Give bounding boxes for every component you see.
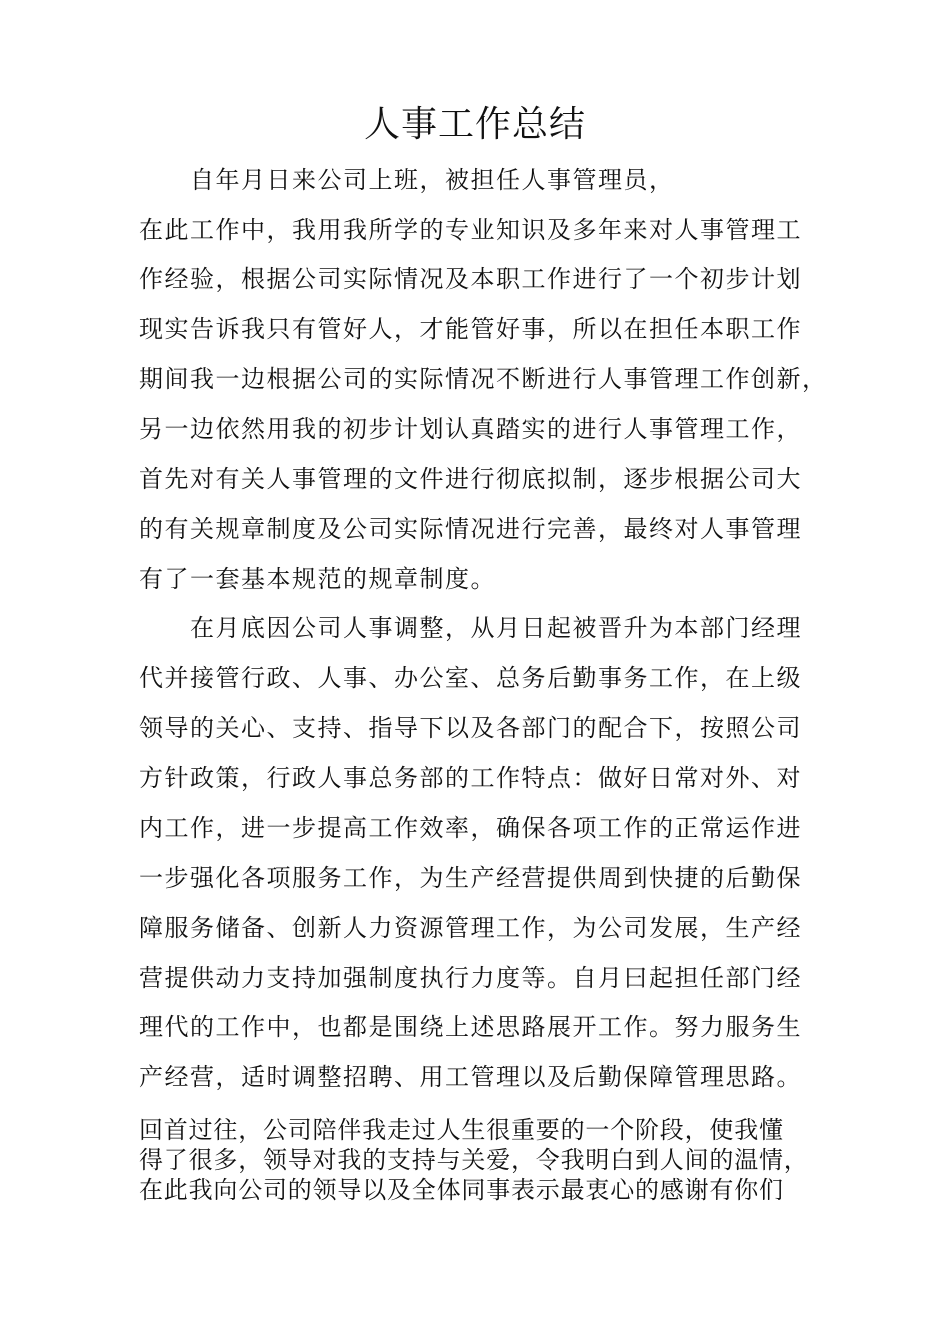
paragraph-2-line-3: 领导的关心、支持、指导下以及各部门的配合下，按照公司 — [139, 714, 802, 742]
paragraph-2-line-8: 营提供动力支持加强制度执行力度等。自月曰起担任部门经 — [139, 964, 802, 992]
paragraph-2-line-1: 在月底因公司人事调整，从月日起被晋升为本部门经理 — [190, 614, 802, 642]
paragraph-1-line-1: 自年月日来公司上班，被担任人事管理员， — [190, 166, 675, 194]
paragraph-1-line-4: 现实告诉我只有管好人，才能管好事，所以在担任本职工作 — [139, 315, 802, 343]
paragraph-2-line-4: 方针政策，行政人事总务部的工作特点：做好日常对外、对 — [139, 764, 802, 792]
paragraph-1-line-6: 另一边依然用我的初步计划认真踏实的进行人事管理工作， — [139, 415, 802, 443]
paragraph-1-line-8: 的有关规章制度及公司实际情况进行完善，最终对人事管理 — [139, 515, 802, 543]
document-title: 人事工作总结 — [363, 104, 586, 145]
paragraph-3-line-1: 回首过往，公司陪伴我走过人生很重要的一个阶段，使我懂 — [139, 1116, 784, 1144]
paragraph-1-line-7: 首先对有关人事管理的文件进行彻底拟制，逐步根据公司大 — [139, 465, 802, 493]
paragraph-1-line-2: 在此工作中，我用我所学的专业知识及多年来对人事管理工 — [139, 216, 802, 244]
paragraph-2-line-10: 产经营，适时调整招聘、用工管理以及后勤保障管理思路。 — [139, 1063, 802, 1091]
paragraph-2-line-2: 代并接管行政、人事、办公室、总务后勤事务工作，在上级 — [139, 664, 802, 692]
paragraph-1-line-9: 有了一套基本规范的规章制度。 — [139, 565, 496, 593]
paragraph-2-line-9: 理代的工作中，也都是围绕上述思路展开工作。努力服务生 — [139, 1013, 802, 1041]
paragraph-3-line-2: 得了很多，领导对我的支持与关爱，令我明白到人间的温情， — [139, 1146, 809, 1174]
paragraph-1-line-5: 期间我一边根据公司的实际情况不断进行人事管理工作创新， — [139, 365, 828, 393]
paragraph-2-line-7: 障服务储备、创新人力资源管理工作，为公司发展，生产经 — [139, 914, 802, 942]
paragraph-3-line-3: 在此我向公司的领导以及全体同事表示最衷心的感谢有你们 — [139, 1176, 784, 1204]
paragraph-2-line-5: 内工作，进一步提高工作效率，确保各项工作的正常运作进 — [139, 814, 802, 842]
paragraph-2-line-6: 一步强化各项服务工作，为生产经营提供周到快捷的后勤保 — [139, 864, 802, 892]
paragraph-1-line-3: 作经验，根据公司实际情况及本职工作进行了一个初步计划 — [139, 265, 802, 293]
